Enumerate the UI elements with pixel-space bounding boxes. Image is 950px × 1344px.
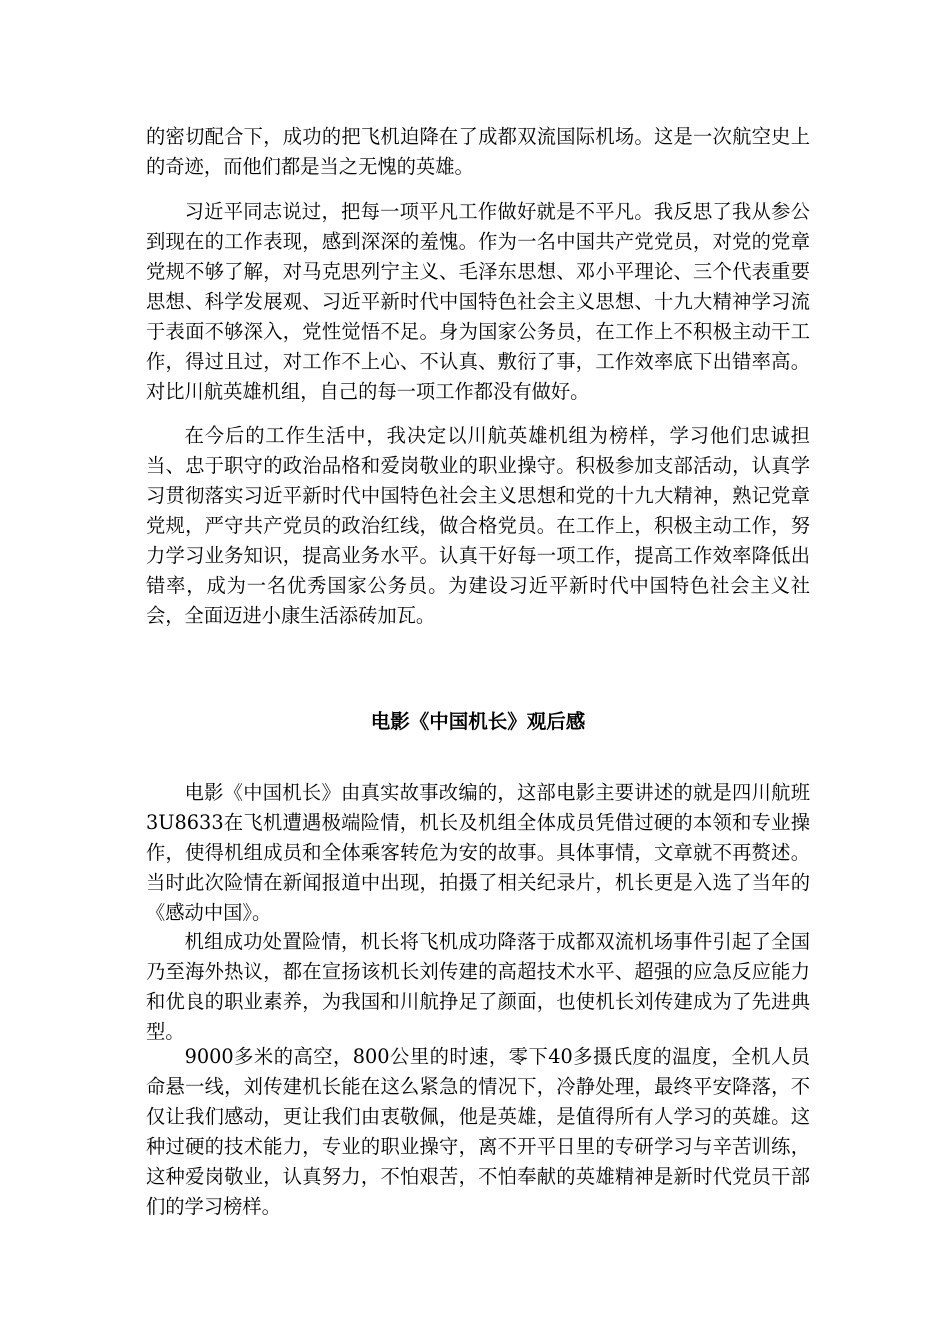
section-title: 电影《中国机长》观后感	[370, 710, 586, 733]
paragraph-resolution: 在今后的工作生活中，我决定以川航英雄机组为榜样，学习他们忠诚担当、忠于职守的政治品格和爱岗敬业的职业操守。积极参加支部活动，认真学习贯彻落实习近平新时代中国特色社会主义思想和党的十九大精神，熟记党章党规，严守共产党员的政治红线，做合格党员。在工作上，积极主动工作，努力学习业务知识，提高业务水平。认真干好每一项工作，提高工作效率降低出错率，成为一名优秀国家公务员。为建设习近平新时代中国特色社会主义社会，全面迈进小康生活添砖加瓦。	[146, 424, 810, 627]
paragraph-continuation: 的密切配合下，成功的把飞机迫降在了成都双流国际机场。这是一次航空史上的奇迹，而他们都是当之无愧的英雄。	[146, 125, 810, 178]
paragraph-reflection: 习近平同志说过，把每一项平凡工作做好就是不平凡。我反思了我从参公到现在的工作表现，感到深深的羞愧。作为一名中国共产党党员，对党的党章党规不够了解，对马克思列宁主义、毛泽东思想、邓小平理论、三个代表重要思想、科学发展观、习近平新时代中国特色社会主义思想、十九大精神学习流于表面不够深入，党性觉悟不足。身为国家公务员，在工作上不积极主动干工作，得过且过，对工作不上心、不认真、敷衍了事，工作效率底下出错率高。对比川航英雄机组，自己的每一项工作都没有做好。	[146, 200, 810, 403]
paragraph-hero-spirit: 9000多米的高空，800公里的时速，零下40多摄氏度的温度，全机人员命悬一线，刘传建机长能在这么紧急的情况下，冷静处理，最终平安降落，不仅让我们感动，更让我们由衷敬佩，他是英雄，是值得所有人学习的英雄。这种过硬的技术能力，专业的职业操守，离不开平日里的专研学习与辛苦训练，这种爱岗敬业，认真努力，不怕艰苦，不怕奉献的英雄精神是新时代党员干部们的学习榜样。	[146, 1045, 810, 1218]
paragraph-crew-handling: 机组成功处置险情，机长将飞机成功降落于成都双流机场事件引起了全国乃至海外热议，都在宣扬该机长刘传建的高超技术水平、超强的应急反应能力和优良的职业素养，为我国和川航挣足了颜面，也使机长刘传建成为了先进典型。	[146, 930, 810, 1043]
paragraph-film-intro: 电影《中国机长》由真实故事改编的，这部电影主要讲述的就是四川航班3U8633在飞机遭遇极端险情，机长及机组全体成员凭借过硬的本领和专业操作，使得机组成员和全体乘客转危为安的故事。具体事情，文章就不再赘述。当时此次险情在新闻报道中出现，拍摄了相关纪录片，机长更是入选了当年的《感动中国》。	[146, 781, 810, 924]
